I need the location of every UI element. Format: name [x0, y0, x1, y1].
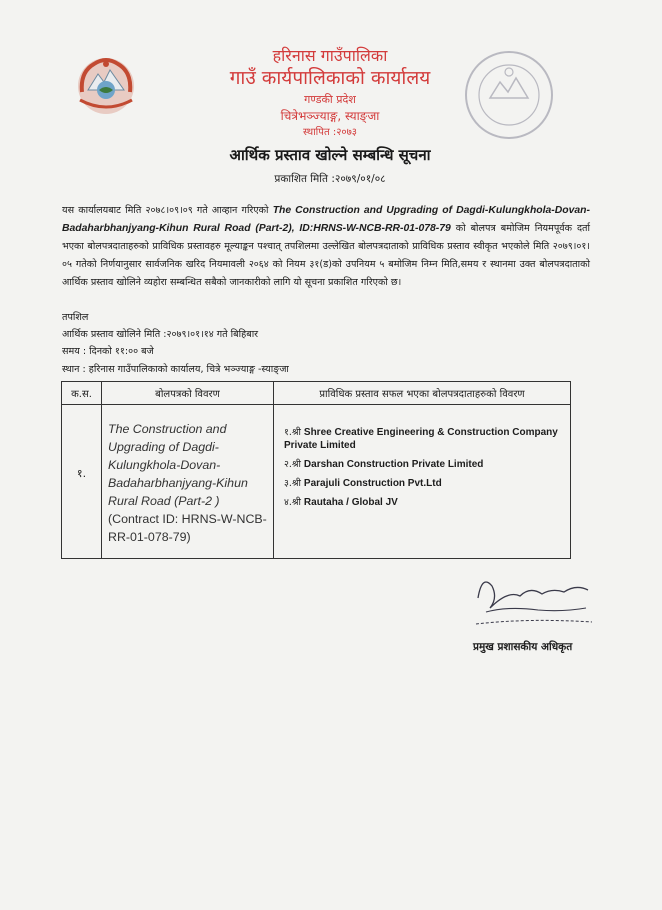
signatory-title: प्रमुख प्रशासकीय अधिकृत — [473, 641, 573, 653]
signature-icon — [468, 568, 598, 638]
header-bid-description: बोलपत्रको विवरण — [155, 389, 220, 400]
bidder-number: ३.श्री — [284, 478, 301, 489]
office-address: चित्रेभञ्ज्याङ्ग, स्याङ्जा — [280, 109, 380, 123]
list-item — [284, 426, 572, 452]
published-date: प्रकाशित मिति :२०७९/०१/०८ — [274, 173, 386, 185]
project-name: The Construction and Upgrading of Dagdi-Kulungkhola-Dovan-Badaharbhanjyang-Kihun Rural Road (Part-2 ) — [108, 422, 248, 508]
list-item — [284, 496, 572, 509]
body-intro: यस कार्यालयबाट मिति २०७८।०९।०९ गते आव्हान गरिएको — [62, 205, 269, 216]
table-divider — [273, 382, 274, 558]
established-date: स्थापित :२०७३ — [303, 127, 357, 138]
bidder-list — [284, 426, 572, 515]
row-project — [108, 420, 270, 546]
list-item — [284, 477, 572, 490]
tapsil-heading: तपशिल — [62, 312, 89, 323]
bidder-number: ४.श्री — [284, 497, 301, 508]
bidder-name: Darshan Construction Private Limited — [303, 459, 484, 470]
opening-date: आर्थिक प्रस्ताव खोलिने मिति :२०७९।०१।१४ गते बिहिबार — [62, 329, 259, 340]
notice-title: आर्थिक प्रस्ताव खोल्ने सम्बन्धि सूचना — [229, 146, 431, 164]
office-seal-icon — [462, 48, 556, 142]
province-name: गण्डकी प्रदेश — [304, 93, 356, 106]
bidder-number: १.श्री — [284, 427, 301, 438]
list-item — [284, 458, 572, 471]
header-bidders: प्राविधिक प्रस्ताव सफल भएका बोलपत्रदाताहरुको विवरण — [319, 389, 525, 400]
nepal-emblem-icon — [74, 52, 138, 116]
opening-place: स्थान : हरिनास गाउँपालिकाको कार्यालय, चित्रे भञ्ज्याङ्ग -स्याङ्जा — [62, 364, 289, 375]
bidder-name: Parajuli Construction Pvt.Ltd — [303, 478, 442, 489]
row-serial: १. — [76, 467, 87, 480]
bidder-name: Rautaha / Global JV — [303, 497, 398, 508]
body-project-reference: The Construction and Upgrading of Dagdi-Kulungkhola-Dovan-Badaharbhanjyang-Kihun Rural Road (Part-2), ID:HRNS-W-NCB-RR-01-078-79 — [62, 205, 590, 234]
opening-time: समय : दिनको ११:०० बजे — [62, 346, 154, 357]
table-divider — [101, 382, 102, 558]
office-name: गाउँ कार्यपालिकाको कार्यालय — [229, 67, 431, 89]
header-serial: क.स. — [71, 389, 92, 400]
notice-body — [62, 202, 590, 292]
bidders-table — [61, 381, 571, 559]
bidder-name: Shree Creative Engineering & Construction Company Private Limited — [284, 427, 558, 451]
municipality-name: हरिनास गाउँपालिका — [272, 46, 388, 65]
bidder-number: २.श्री — [284, 459, 301, 470]
contract-id: (Contract ID: HRNS-W-NCB-RR-01-078-79) — [108, 512, 267, 544]
body-main-text: को बोलपत्र बमोजिम नियमपूर्वक दर्ता भएका बोलपत्रदाताहरुको प्राविधिक प्रस्तावहरु मूल्याङ्कन पश्चात् तपशिलमा उल्लेखित बोलपत्रदाताको प्राविधिक प्रस्ताव स्वीकृत भएकोले मिति २०७९।०१।०५ गतेको निर्णयानुसार सार्वजनिक खरिद नियमावली २०६४ को नियम ३१(ड)को उपनियम ५ बमोजिम निम्न मिति,समय र स्थानमा उक्त बोलपत्रदाताको आर्थिक प्रस्ताव खोलिने व्यहोरा सम्बन्धित सबैको जानकारीको लागि यो सूचना प्रकाशित गरिएको छ। — [62, 223, 590, 288]
